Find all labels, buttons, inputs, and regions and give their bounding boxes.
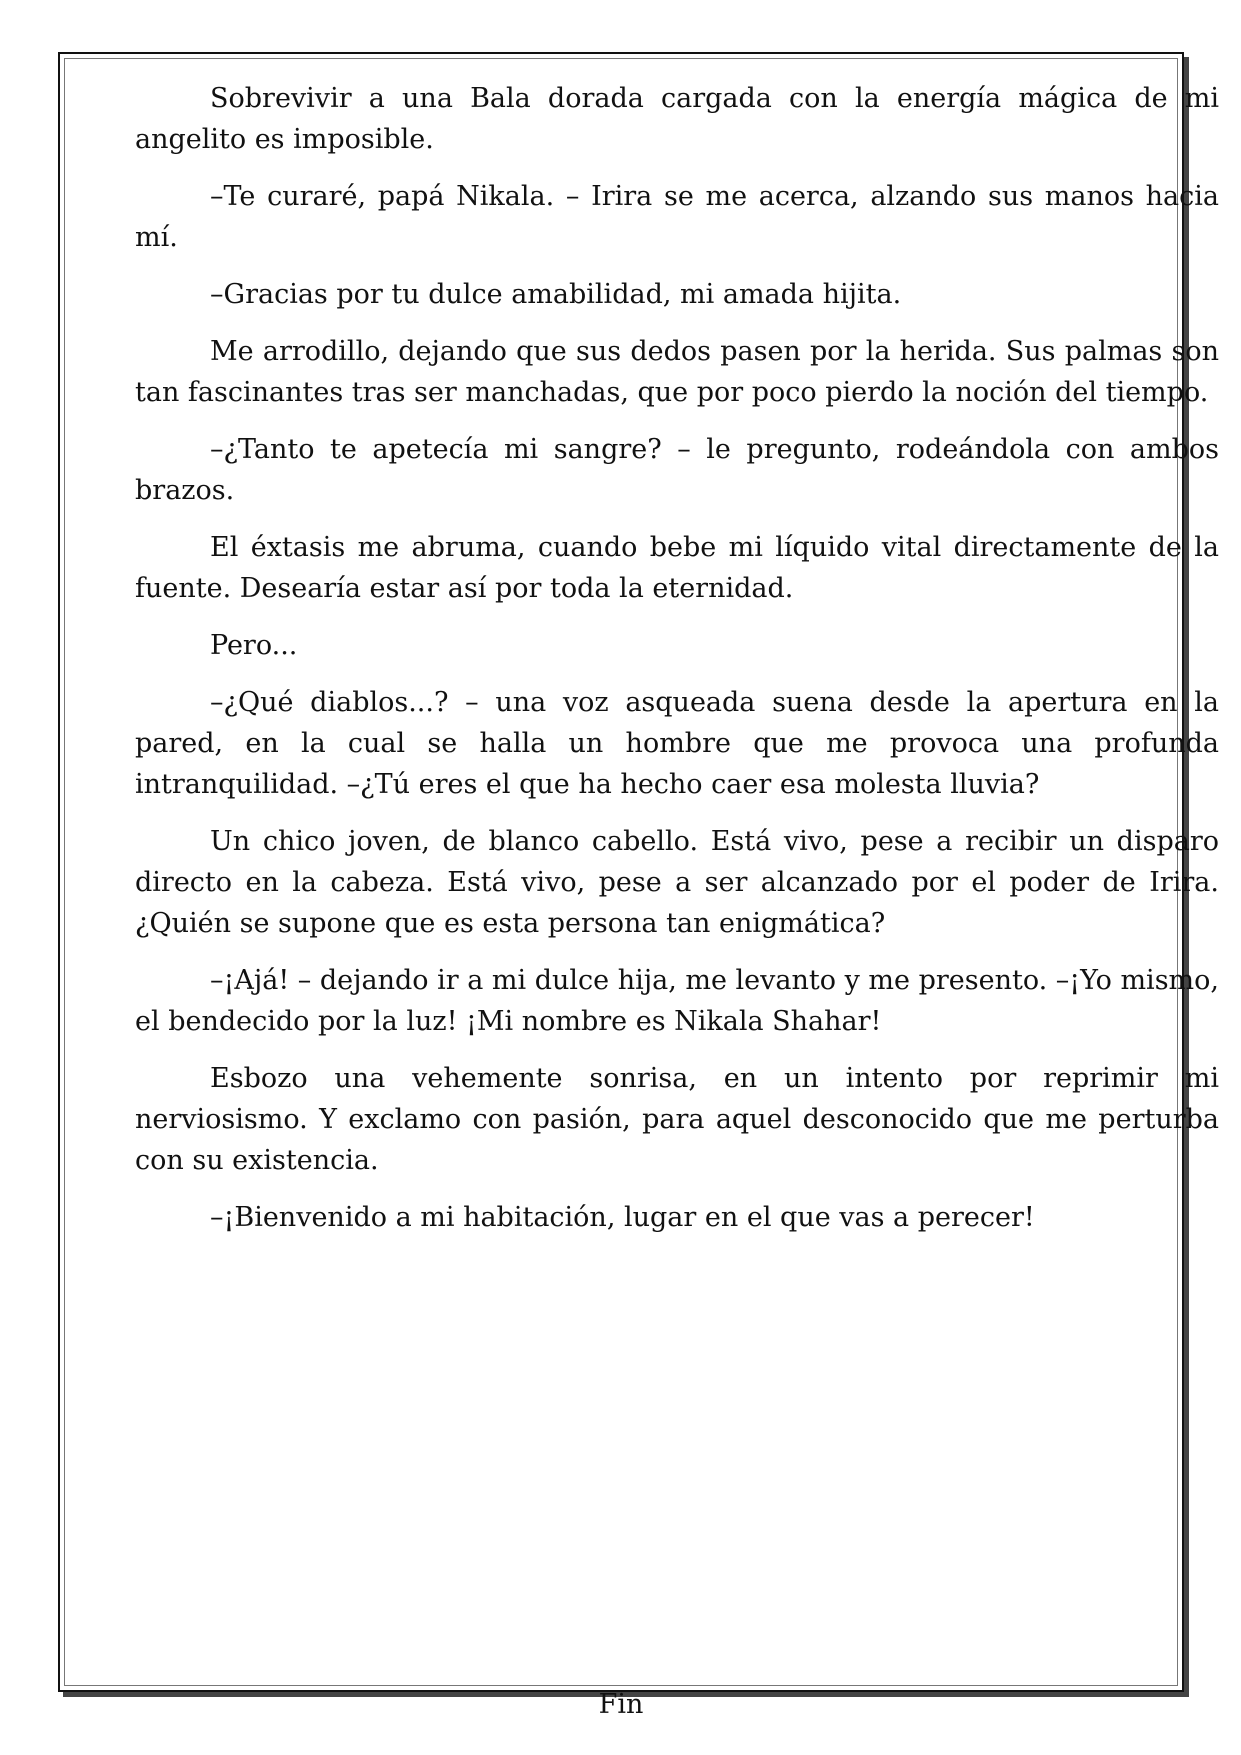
paragraph: –Gracias por tu dulce amabilidad, mi amada hijita. <box>210 279 902 310</box>
paragraph: Me arrodillo, dejando que sus dedos pasen por la herida. Sus palmas son tan fascinantes tras ser manchadas, que por poco pierdo la noción del tiempo. <box>135 336 1219 408</box>
text-body <box>135 78 1219 1254</box>
paragraph: –¡Bienvenido a mi habitación, lugar en el que vas a perecer! <box>210 1202 1035 1233</box>
paragraph: –¡Ajá! – dejando ir a mi dulce hija, me levanto y me presento. –¡Yo mismo, el bendecido por la luz! ¡Mi nombre es Nikala Shahar! <box>135 965 1219 1037</box>
paragraph: Sobrevivir a una Bala dorada cargada con la energía mágica de mi angelito es imposible. <box>135 83 1219 155</box>
paragraph: Un chico joven, de blanco cabello. Está vivo, pese a recibir un disparo directo en la cabeza. Está vivo, pese a ser alcanzado por el poder de Irira. ¿Quién se supone que es esta persona tan enigmática? <box>135 826 1219 939</box>
paragraph: –Te curaré, papá Nikala. – Irira se me acerca, alzando sus manos hacia mí. <box>135 181 1219 253</box>
paragraph: Pero... <box>210 630 298 661</box>
closing-text: Fin <box>598 1689 644 1720</box>
paragraph: Esbozo una vehemente sonrisa, en un intento por reprimir mi nerviosismo. Y exclamo con pasión, para aquel desconocido que me perturba con su existencia. <box>135 1063 1219 1176</box>
paragraph: El éxtasis me abruma, cuando bebe mi líquido vital directamente de la fuente. Desearía estar así por toda la eternidad. <box>135 532 1219 604</box>
page-frame <box>58 52 1219 1720</box>
paragraph: –¿Tanto te apetecía mi sangre? – le pregunto, rodeándola con ambos brazos. <box>135 434 1219 506</box>
paragraph: –¿Qué diablos...? – una voz asqueada suena desde la apertura en la pared, en la cual se halla un hombre que me provoca una profunda intranquilidad. –¿Tú eres el que ha hecho caer esa molesta lluvia? <box>135 687 1219 800</box>
